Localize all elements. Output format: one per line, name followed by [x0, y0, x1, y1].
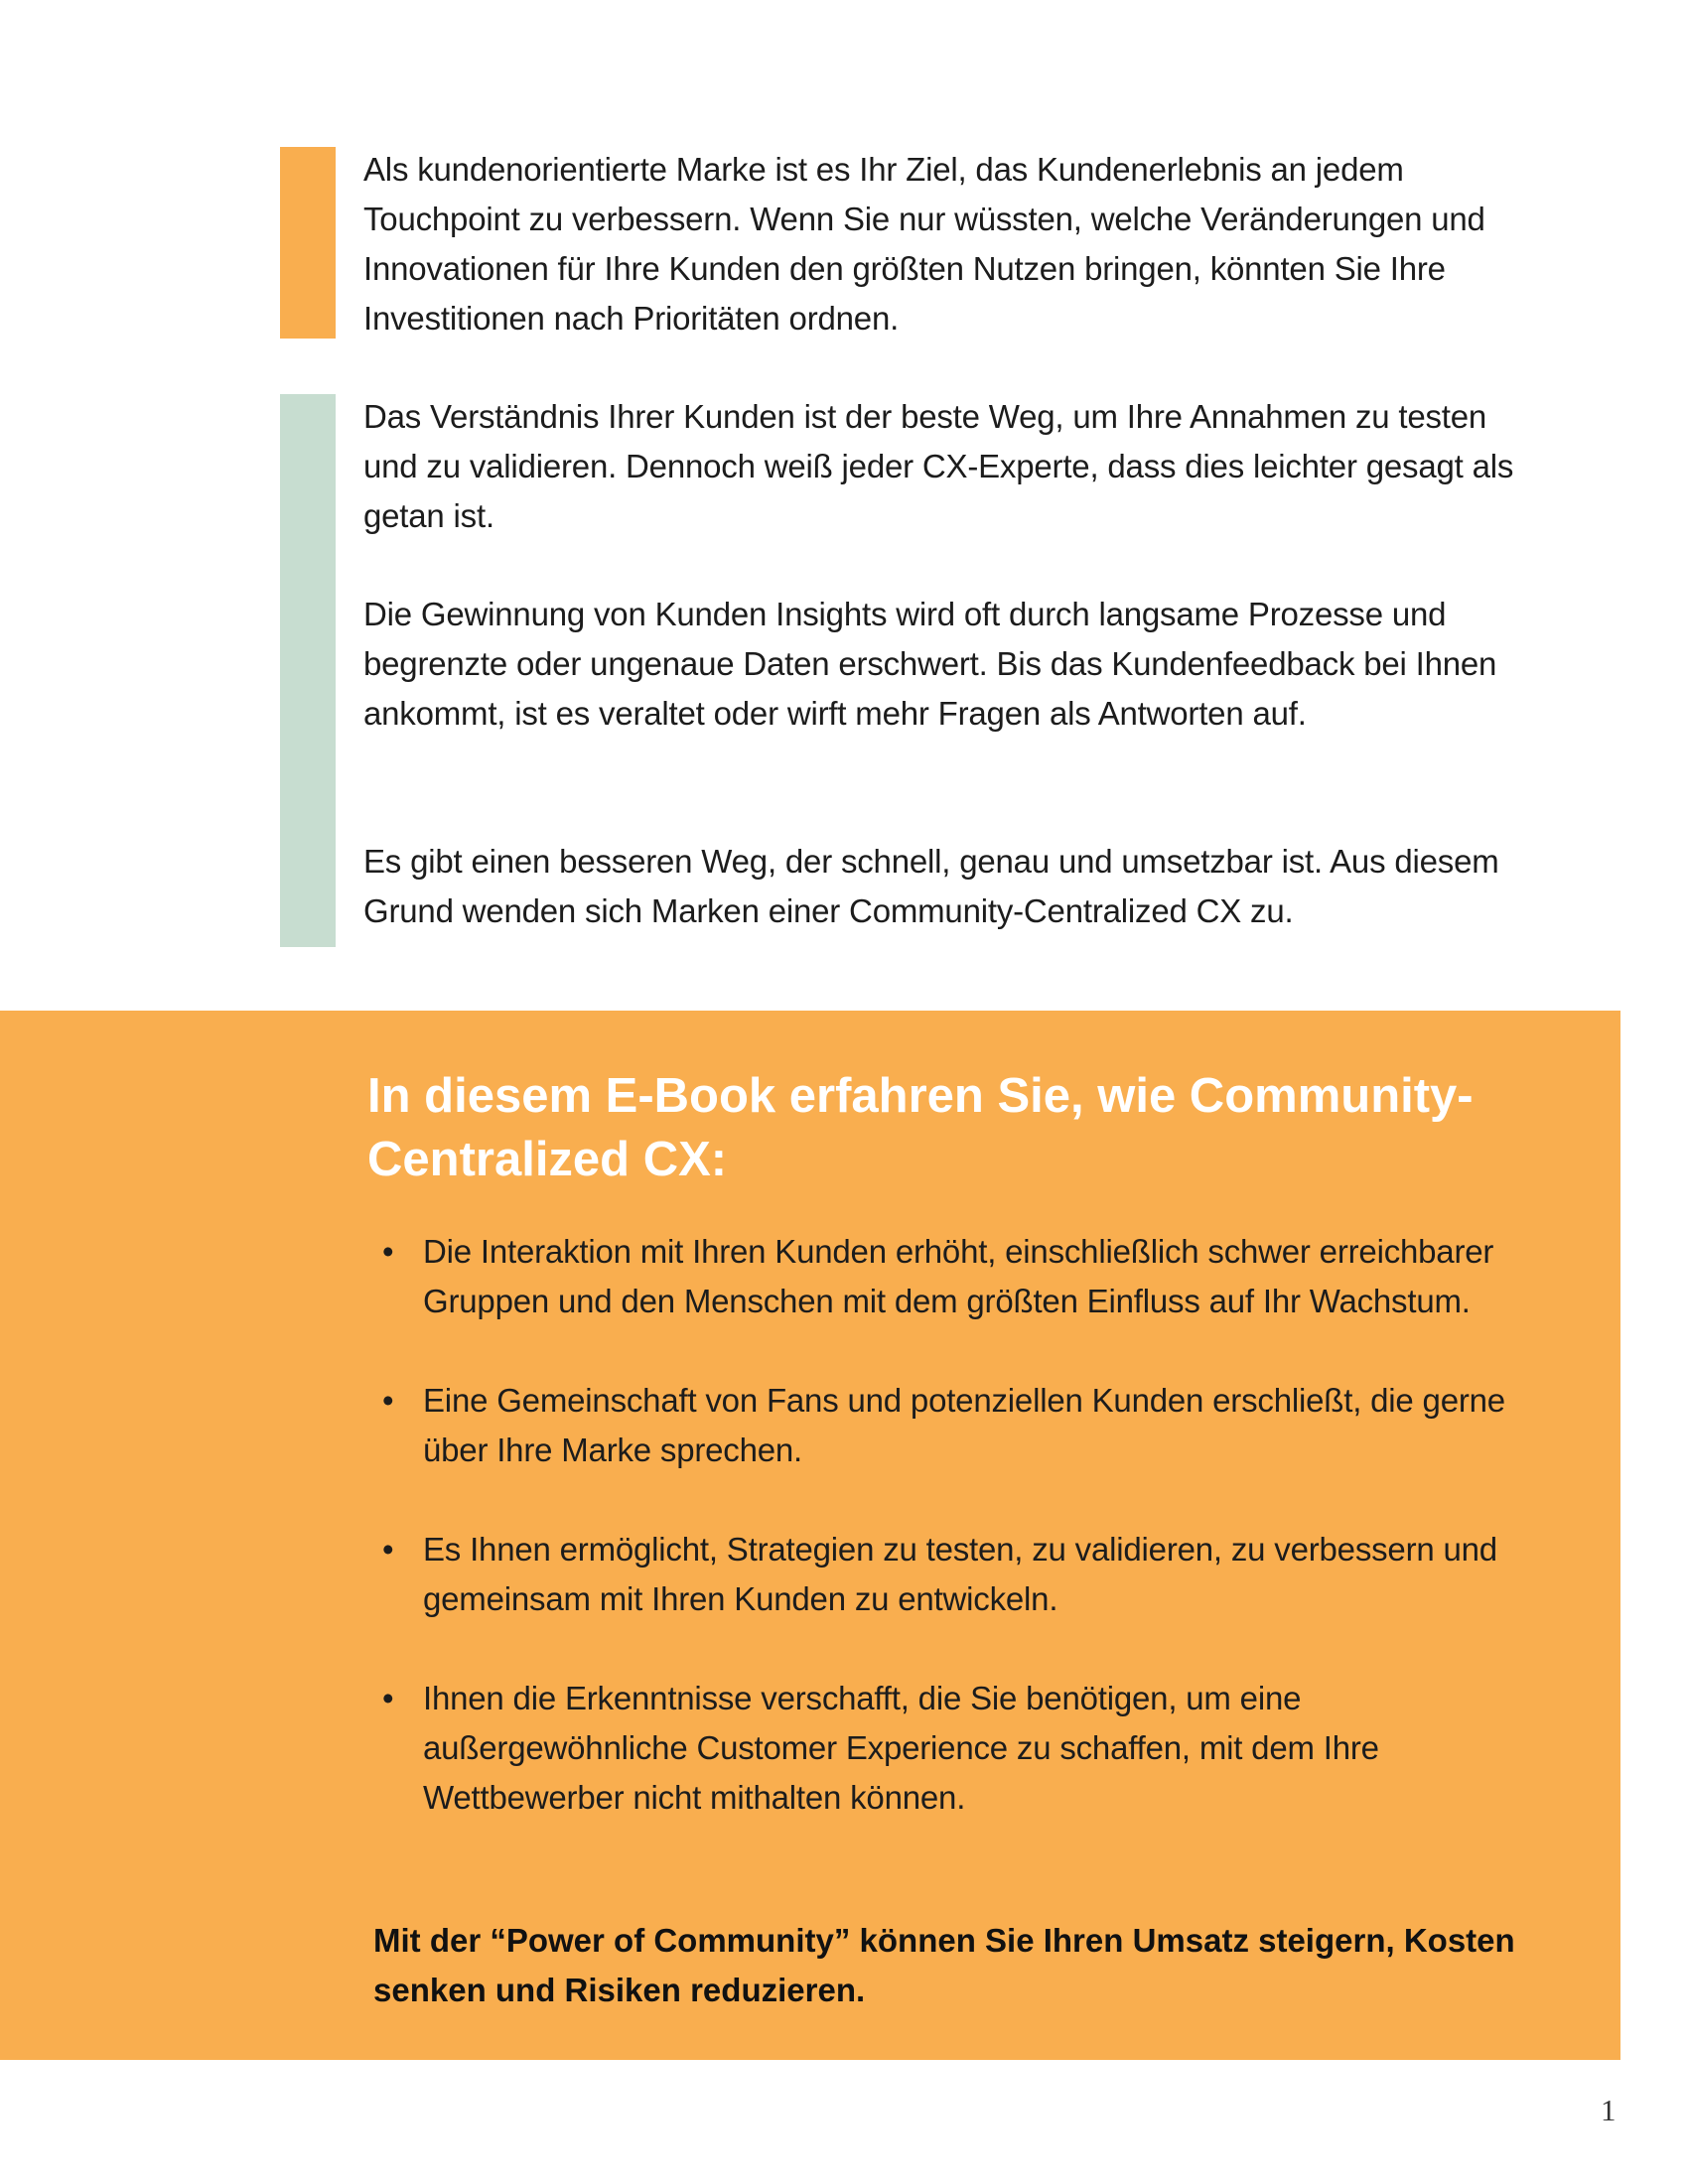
benefit-item-4 [367, 1674, 1539, 1823]
benefits-list [367, 1227, 1539, 1872]
benefit-item-1 [367, 1227, 1539, 1326]
bullet-icon: • [382, 1531, 394, 1568]
bullet-icon: • [382, 1382, 394, 1419]
closing-statement: Mit der “Power of Community” können Sie Ihren Umsatz steigern, Kosten senken und Risiken reduzieren. [373, 1922, 1515, 2008]
benefit-text-3: Es Ihnen ermöglicht, Strategien zu testen, zu validieren, zu verbessern und gemeinsam mit Ihren Kunden zu entwickeln. [423, 1531, 1497, 1617]
green-accent-bar [280, 394, 336, 947]
benefit-item-3 [367, 1525, 1539, 1624]
benefit-text-2: Eine Gemeinschaft von Fans und potenziellen Kunden erschließt, die gerne über Ihre Marke sprechen. [423, 1382, 1505, 1468]
intro-paragraph-2: Das Verständnis Ihrer Kunden ist der beste Weg, um Ihre Annahmen zu testen und zu validieren. Dennoch weiß jeder CX-Experte, dass dies leichter gesagt als getan ist. [363, 398, 1514, 534]
benefit-item-2 [367, 1376, 1539, 1475]
benefit-text-4: Ihnen die Erkenntnisse verschafft, die Sie benötigen, um eine außergewöhnliche Customer Experience zu schaffen, mit dem Ihre Wettbewerber nicht mithalten können. [423, 1680, 1379, 1816]
orange-accent-bar [280, 147, 336, 339]
intro-paragraph-4: Es gibt einen besseren Weg, der schnell, genau und umsetzbar ist. Aus diesem Grund wenden sich Marken einer Community-Centralized CX zu. [363, 843, 1499, 929]
bullet-icon: • [382, 1680, 394, 1716]
ebook-heading: In diesem E-Book erfahren Sie, wie Community-Centralized CX: [367, 1069, 1474, 1186]
intro-paragraph-3: Die Gewinnung von Kunden Insights wird oft durch langsame Prozesse und begrenzte oder ungenaue Daten erschwert. Bis das Kundenfeedback bei Ihnen ankommt, ist es veraltet oder wirft mehr Fragen als Antworten auf. [363, 596, 1497, 732]
benefit-text-1: Die Interaktion mit Ihren Kunden erhöht, einschließlich schwer erreichbarer Gruppen und den Menschen mit dem größten Einfluss auf Ihr Wachstum. [423, 1233, 1494, 1319]
bullet-icon: • [382, 1233, 394, 1270]
page-number: 1 [1601, 2093, 1617, 2127]
intro-paragraph-1: Als kundenorientierte Marke ist es Ihr Ziel, das Kundenerlebnis an jedem Touchpoint zu verbessern. Wenn Sie nur wüssten, welche Veränderungen und Innovationen für Ihre Kunden den größten Nutzen bringen, könnten Sie Ihre Investitionen nach Prioritäten ordnen. [363, 151, 1485, 337]
